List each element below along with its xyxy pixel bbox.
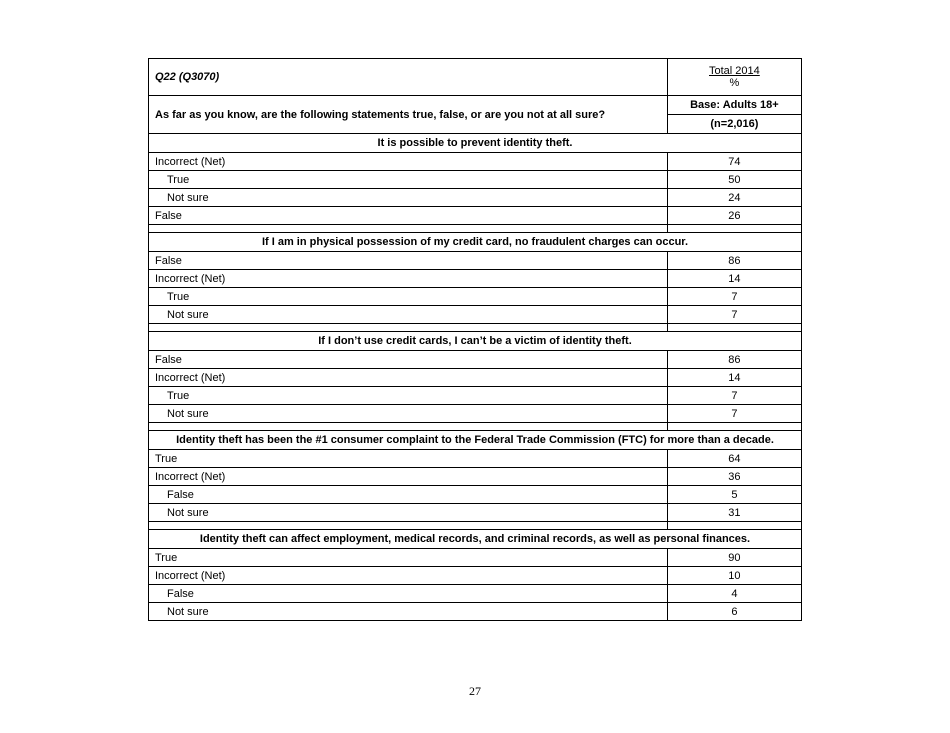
table-row (149, 351, 802, 369)
question-id: Q22 (Q3070) (149, 59, 668, 96)
row-value: 7 (667, 306, 801, 324)
row-label: Incorrect (Net) (149, 468, 668, 486)
row-value: 6 (667, 603, 801, 621)
row-label: Not sure (149, 189, 668, 207)
row-value: 86 (667, 252, 801, 270)
section-title: It is possible to prevent identity theft. (149, 134, 802, 153)
section-header (149, 530, 802, 549)
spacer-row (149, 324, 802, 332)
column-unit: % (729, 77, 740, 89)
section-header (149, 431, 802, 450)
section-header (149, 233, 802, 252)
spacer-row (149, 423, 802, 431)
row-label: True (149, 549, 668, 567)
table-row (149, 252, 802, 270)
table-row (149, 207, 802, 225)
table-row (149, 450, 802, 468)
row-value: 7 (667, 288, 801, 306)
row-value: 14 (667, 369, 801, 387)
section-title: If I am in physical possession of my credit card, no fraudulent charges can occur. (149, 233, 802, 252)
table-row (149, 153, 802, 171)
table-row (149, 504, 802, 522)
page-number: 27 (469, 684, 481, 698)
row-value: 90 (667, 549, 801, 567)
table-row (149, 549, 802, 567)
row-value: 7 (667, 405, 801, 423)
spacer-row (149, 225, 802, 233)
row-value: 4 (667, 585, 801, 603)
table-row (149, 585, 802, 603)
table-row (149, 369, 802, 387)
column-title: Total 2014 (709, 65, 760, 77)
table-row (149, 306, 802, 324)
row-label: True (149, 288, 668, 306)
row-label: False (149, 585, 668, 603)
base-label: Base: Adults 18+ (667, 96, 801, 115)
table-row (149, 288, 802, 306)
row-value: 10 (667, 567, 801, 585)
row-label: False (149, 252, 668, 270)
row-value: 14 (667, 270, 801, 288)
table-row (149, 486, 802, 504)
section-title: Identity theft can affect employment, medical records, and criminal records, as well as personal finances. (149, 530, 802, 549)
row-label: Incorrect (Net) (149, 369, 668, 387)
row-value: 74 (667, 153, 801, 171)
question-text: As far as you know, are the following statements true, false, or are you not at all sure? (149, 96, 668, 134)
row-label: Not sure (149, 504, 668, 522)
sample-size: (n=2,016) (667, 115, 801, 134)
row-label: False (149, 351, 668, 369)
row-label: Incorrect (Net) (149, 153, 668, 171)
table-row (149, 270, 802, 288)
row-label: True (149, 450, 668, 468)
row-value: 31 (667, 504, 801, 522)
row-label: Not sure (149, 306, 668, 324)
row-value: 36 (667, 468, 801, 486)
row-value: 50 (667, 171, 801, 189)
row-label: True (149, 387, 668, 405)
row-label: True (149, 171, 668, 189)
spacer-row (149, 522, 802, 530)
row-value: 24 (667, 189, 801, 207)
table-row (149, 387, 802, 405)
section-header (149, 332, 802, 351)
row-label: Not sure (149, 603, 668, 621)
table-row (149, 603, 802, 621)
table-row (149, 405, 802, 423)
row-value: 86 (667, 351, 801, 369)
table-row (149, 468, 802, 486)
section-header (149, 134, 802, 153)
row-label: Not sure (149, 405, 668, 423)
column-header (667, 59, 801, 96)
row-label: False (149, 486, 668, 504)
row-value: 5 (667, 486, 801, 504)
table-row (149, 171, 802, 189)
section-title: If I don’t use credit cards, I can’t be a victim of identity theft. (149, 332, 802, 351)
row-value: 26 (667, 207, 801, 225)
survey-results-table (148, 58, 802, 621)
table-header-row (149, 59, 802, 96)
table-row (149, 567, 802, 585)
section-title: Identity theft has been the #1 consumer complaint to the Federal Trade Commission (FTC) for more than a decade. (149, 431, 802, 450)
row-value: 64 (667, 450, 801, 468)
row-value: 7 (667, 387, 801, 405)
row-label: False (149, 207, 668, 225)
question-row (149, 96, 802, 115)
row-label: Incorrect (Net) (149, 270, 668, 288)
table-row (149, 189, 802, 207)
row-label: Incorrect (Net) (149, 567, 668, 585)
